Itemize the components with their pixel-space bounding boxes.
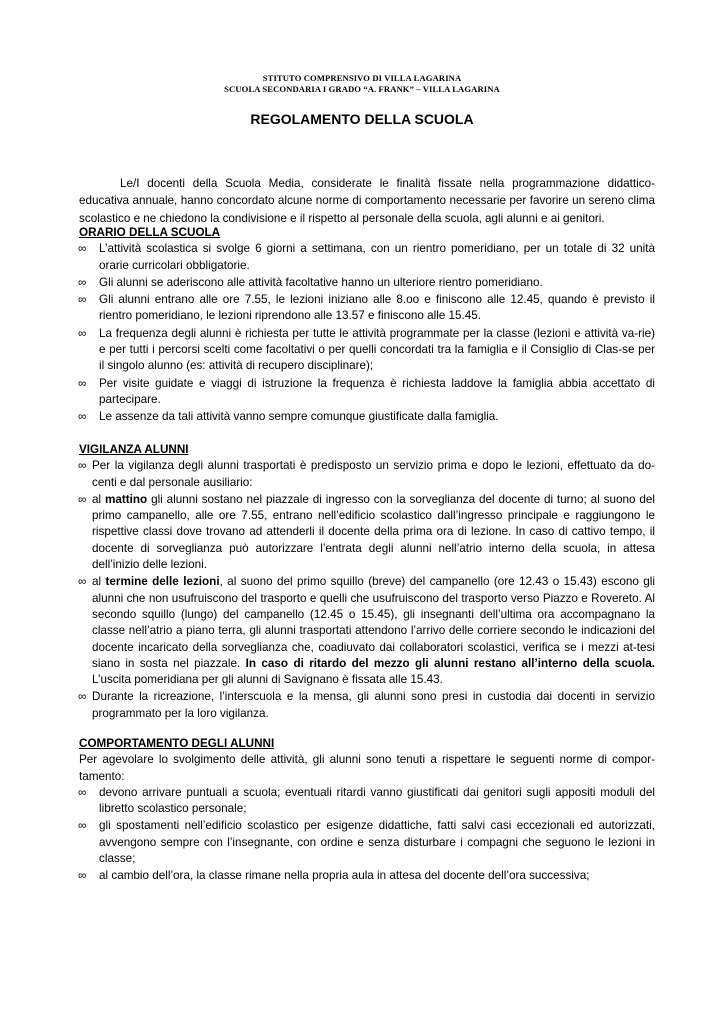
list-item [79,492,655,573]
section-lead-paragraph: Per agevolare lo svolgimento delle attività, gli alunni sono tenuti a rispettare le seguenti norme di compor-tamento: [79,753,655,783]
intro-paragraph: Le/I docenti della Scuola Media, considerate le finalità fissate nella programmazione didattico-educativa annuale, hanno concordato alcune norme di comportamento necessarie per favorire un sereno clima scolastico e ne chiedono la condivisione e il rispetto al personale della scuola, agli alunni e ai genitori. [79,176,655,225]
document-title: REGOLAMENTO DELLA SCUOLA [250,111,474,127]
list-item-text: gli spostamenti nell’edificio scolastico per esigenze didattiche, fatti salvi casi eccezionali ed autorizzati, avvengono sempre con l’insegnante, con ordine e senza disturbare i compagni che seguono le lezioni in classe; [99,819,655,866]
list-item-text-bold-warning: In caso di ritardo del mezzo gli alunni restano all’interno della scuola. [245,656,655,670]
list-item-text-post: gli alunni sostano nel piazzale di ingresso con la sorveglianza del docente di turno; al suono del primo campanello, alle ore 7.55, entrano nell’edificio scolastico dall’ingresso principale e raggiungono le rispettive classi dove trovano ad attenderli il docente della prima ora di lezione. In caso di cattivo tempo, il docente di sorveglianza può autorizzare l’entrata degli alunni nell’atrio interno della scuola, in attesa dell’inizio delle lezioni. [92,492,655,572]
list-item [79,326,655,375]
infinity-bullet-icon: ∞ [78,690,87,704]
list-item-text: Per visite guidate e viaggi di istruzione la frequenza è richiesta laddove la famiglia abbia accettato di partecipare. [99,376,655,406]
school-header-line1: STITUTO COMPRENSIVO DI VILLA LAGARINA [262,73,462,83]
infinity-bullet-icon: ∞ [78,376,87,390]
list-item [79,574,655,688]
list-item [79,292,655,325]
list-item-text: L’attività scolastica si svolge 6 giorni a settimana, con un rientro pomeridiano, per un totale di 32 unità orarie curricolari obbligatorie. [99,242,655,272]
infinity-bullet-icon: ∞ [78,242,87,256]
list-item [79,689,655,722]
list-item-text-bold: termine delle lezioni [105,575,220,589]
infinity-bullet-icon: ∞ [78,869,87,883]
section-vigilanza [79,442,655,723]
list-item-text-pre: al [92,575,106,589]
list-item-text: Durante la ricreazione, l’interscuola e la mensa, gli alunni sono presi in custodia dai docenti in servizio programmato per la loro vigilanza. [92,690,655,720]
section-heading-vigilanza: VIGILANZA ALUNNI [79,443,189,456]
infinity-bullet-icon: ∞ [78,459,87,473]
list-item [79,409,655,425]
list-item-text: Le assenze da tali attività vanno sempre comunque giustificate dalla famiglia. [99,410,499,424]
school-header-line2: SCUOLA SECONDARIA I GRADO “A. FRANK” – VILLA LAGARINA [224,84,500,94]
infinity-bullet-icon: ∞ [78,785,87,799]
list-item [79,818,655,867]
infinity-bullet-icon: ∞ [78,492,87,506]
list-item-text-pre: al [92,492,105,506]
list-item-text-mid: , al suono del primo squillo (breve) del campanello (ore 12.43 o 15.43) escono gli alunni che non usufruiscono del trasporto e quelli che usufruiscono del trasporto verso Piazzo e Rovereto. Al secondo squillo (lungo) del campanello (12.45 o 15.45), gli insegnanti dell’ultima ora accompagnano la classe nell’atrio a piano terra, gli alunni trasportati attendono l’arrivo delle corriere secondo le indicazioni del docente incaricato della sorveglianza che, coadiuvato dai collaboratori scolastici, verifica se i mezzi at-tesi siano in sosta nel piazzale. [92,575,655,670]
section-comportamento [79,736,655,886]
list-item-text: Per la vigilanza degli alunni trasportati è predisposto un servizio prima e dopo le lezioni, effettuato da do-centi e dal personale ausiliario: [92,459,655,489]
infinity-bullet-icon: ∞ [78,575,87,589]
list-item-text: devono arrivare puntuali a scuola; eventuali ritardi vanno giustificati dai genitori sugli appositi moduli del libretto scolastico personale; [99,785,655,816]
list-item-text: al cambio dell’ora, la classe rimane nella propria aula in attesa del docente dell’ora successiva; [99,869,590,883]
section-heading-orario: ORARIO DELLA SCUOLA [79,226,221,239]
section-orario [79,225,655,427]
list-item-text: La frequenza degli alunni è richiesta per tutte le attività programmate per la classe (lezioni e attività va-rie) e per tutti i percorsi scelti come facoltativi o per quelli concordati tra la famiglia e il Consiglio di Clas-se per il singolo alunno (es: attività di recupero disciplinare); [99,326,655,373]
list-item [79,868,655,884]
infinity-bullet-icon: ∞ [78,293,87,307]
infinity-bullet-icon: ∞ [78,819,87,833]
list-item-text-post: L’uscita pomeridiana per gli alunni di Savignano è fissata alle 15.43. [92,673,443,687]
list-item-text: Gli alunni entrano alle ore 7.55, le lezioni iniziano alle 8.oo e finiscono alle 12.45, quando è previsto il rientro pomeridiano, le lezioni riprendono alle 13.57 e finiscono alle 15.45. [99,293,655,323]
list-item [79,785,655,818]
infinity-bullet-icon: ∞ [78,326,87,340]
section-heading-comportamento: COMPORTAMENTO DEGLI ALUNNI [79,737,275,750]
list-item-text: Gli alunni se aderiscono alle attività facoltative hanno un ulteriore rientro pomeridiano. [99,275,543,289]
list-item [79,458,655,491]
infinity-bullet-icon: ∞ [78,410,87,424]
list-item-text-bold: mattino [104,492,148,506]
infinity-bullet-icon: ∞ [78,275,87,289]
list-item [79,241,655,274]
list-item [79,376,655,409]
list-item [79,275,655,291]
